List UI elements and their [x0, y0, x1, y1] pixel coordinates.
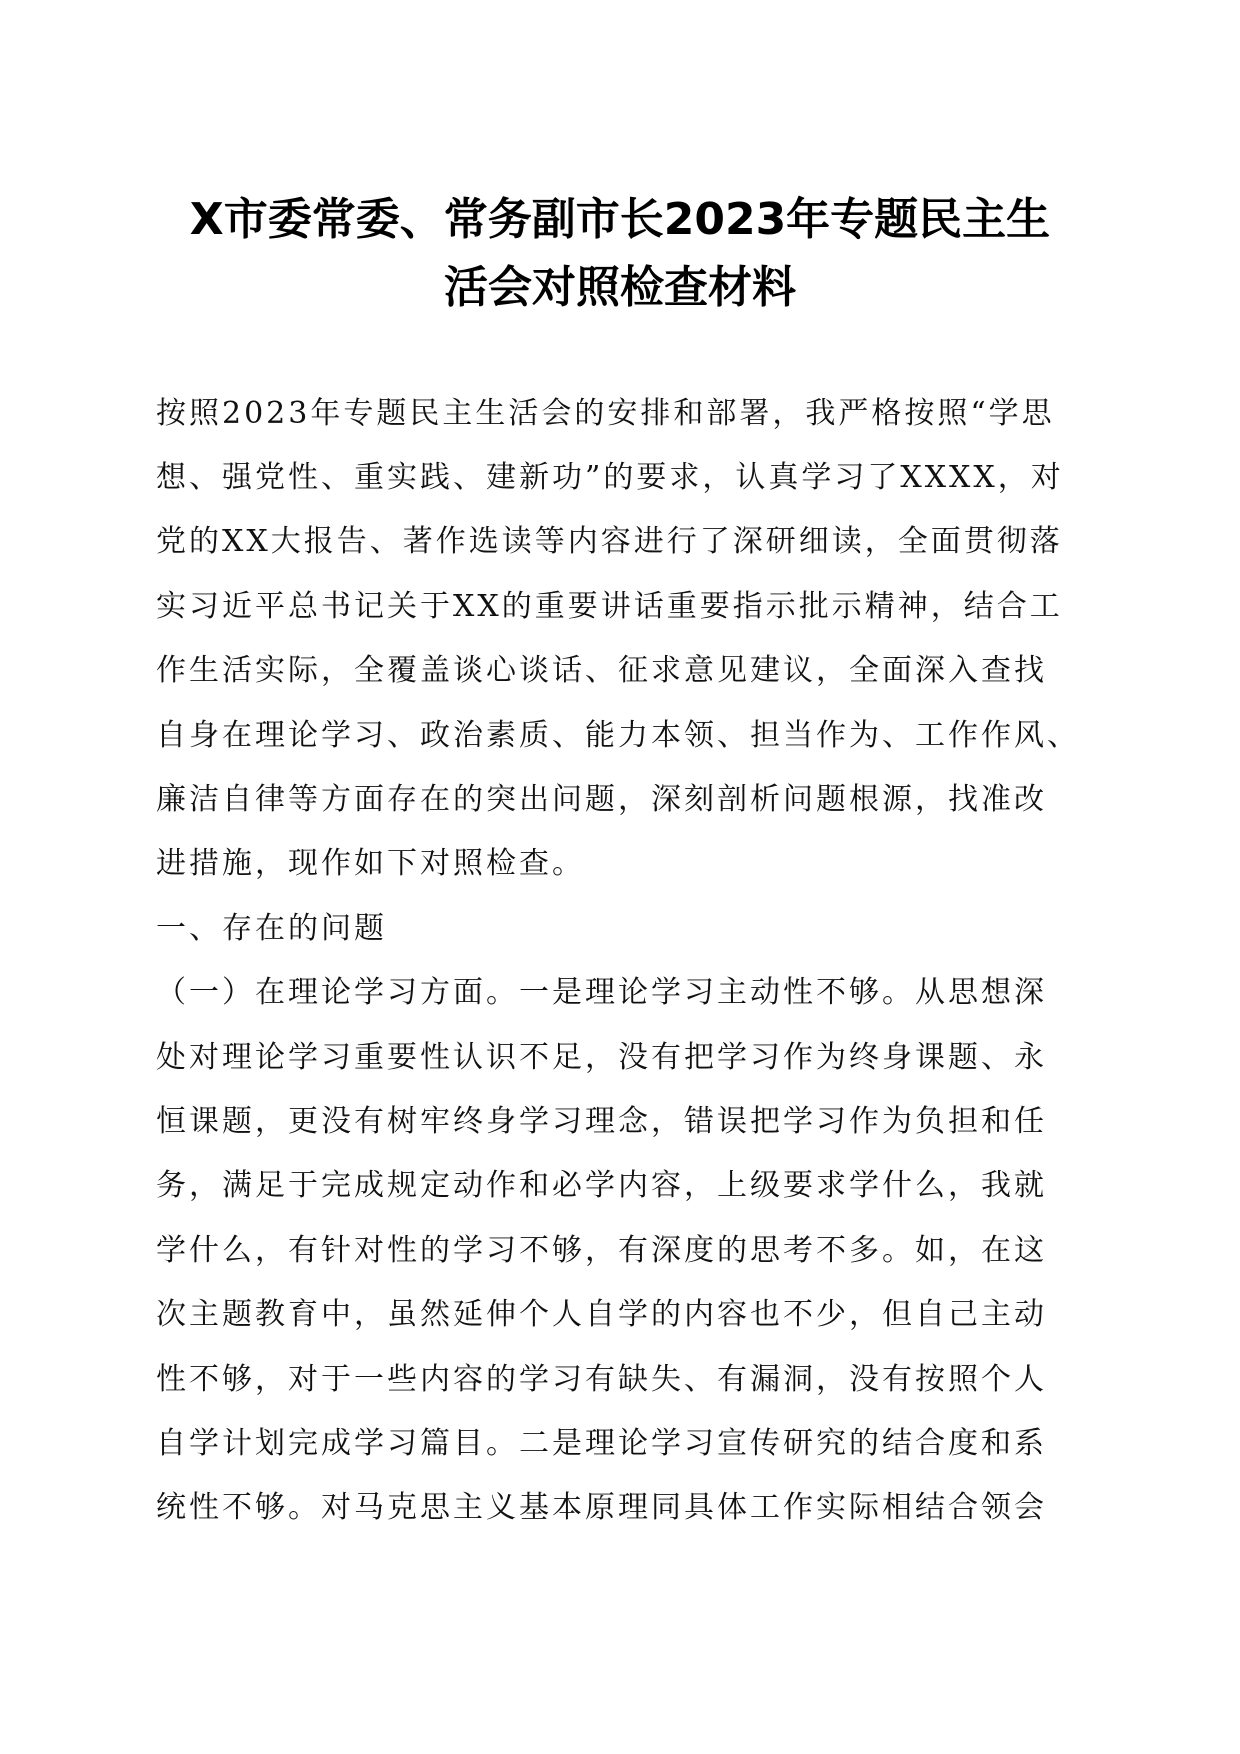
body-line: 廉洁自律等方面存在的突出问题，深刻剖析问题根源，找准改 [156, 782, 1047, 817]
body-line: 统性不够。对马克思主义基本原理同具体工作实际相结合领会 [156, 1490, 1047, 1525]
body-line: （一）在理论学习方面。一是理论学习主动性不够。从思想深 [156, 975, 1047, 1010]
body-line: 学什么，有针对性的学习不够，有深度的思考不多。如，在这 [156, 1233, 1047, 1268]
body-line: 务，满足于完成规定动作和必学内容，上级要求学什么，我就 [156, 1168, 1047, 1203]
section-heading: 一、存在的问题 [156, 911, 387, 946]
body-line: 实习近平总书记关于XX的重要讲话重要指示批示精神，结合工 [156, 589, 1063, 624]
body-line: 党的XX大报告、著作选读等内容进行了深研细读，全面贯彻落 [156, 524, 1063, 559]
body-line: 恒课题，更没有树牢终身学习理念，错误把学习作为负担和任 [156, 1104, 1047, 1139]
body-line: 处对理论学习重要性认识不足，没有把学习作为终身课题、永 [156, 1040, 1047, 1075]
body-line: 想、强党性、重实践、建新功”的要求，认真学习了XXXX，对 [156, 460, 1064, 495]
body-line: 自学计划完成学习篇目。二是理论学习宣传研究的结合度和系 [156, 1426, 1047, 1461]
body-line: 次主题教育中，虽然延伸个人自学的内容也不少，但自己主动 [156, 1297, 1047, 1332]
body-line: 按照2023年专题民主生活会的安排和部署，我严格按照“学思 [156, 396, 1055, 431]
body-line: 作生活实际，全覆盖谈心谈话、征求意见建议，全面深入查找 [156, 653, 1047, 688]
body-line: 自身在理论学习、政治素质、能力本领、担当作为、工作作风、 [156, 718, 1080, 753]
body-line: 性不够，对于一些内容的学习有缺失、有漏洞，没有按照个人 [156, 1362, 1047, 1397]
body-line: 进措施，现作如下对照检查。 [156, 846, 585, 881]
document-title-line-2: 活会对照检查材料 [444, 262, 796, 313]
document-title-line-1: X市委常委、常务副市长2023年专题民主生 [189, 194, 1051, 245]
